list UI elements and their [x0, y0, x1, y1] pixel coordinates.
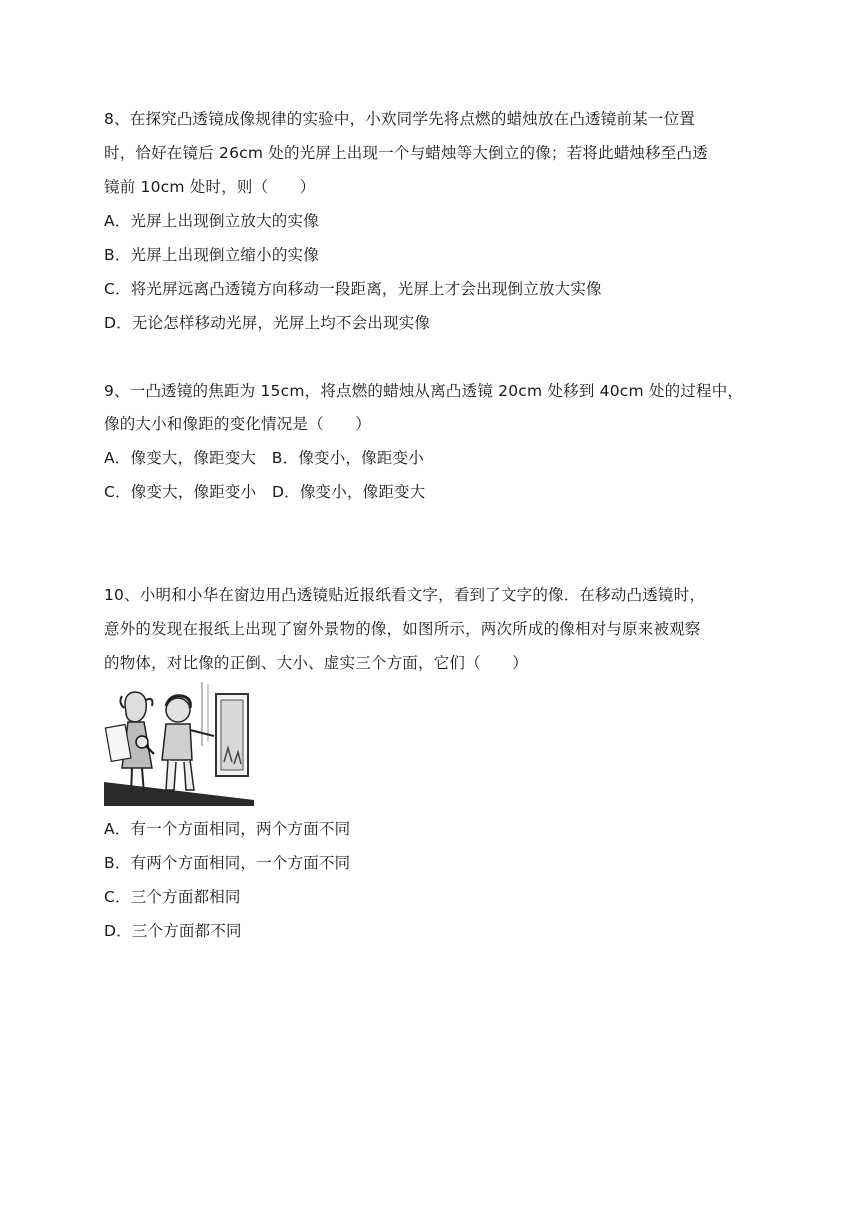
- question-8-stem-line-2: 时，恰好在镜后 26cm 处的光屏上出现一个与蜡烛等大倒立的像；若将此蜡烛移至凸透: [104, 144, 708, 162]
- question-8-option-a: A．光屏上出现倒立放大的实像: [104, 212, 319, 230]
- boy-legs: [166, 760, 194, 790]
- question-8-option-b: B．光屏上出现倒立缩小的实像: [104, 246, 319, 264]
- question-8-stem-line-1: 8、在探究凸透镜成像规律的实验中，小欢同学先将点燃的蜡烛放在凸透镜前某一位置: [104, 110, 695, 128]
- question-10-option-d: D．三个方面都不同: [104, 922, 242, 940]
- question-10-option-a: A．有一个方面相同，两个方面不同: [104, 820, 351, 838]
- boy-shirt: [162, 724, 192, 760]
- question-9-stem-line-1: 9、一凸透镜的焦距为 15cm，将点燃的蜡烛从离凸透镜 20cm 处移到 40cm 处的过程中，: [104, 382, 744, 400]
- question-9-options-row-2: C．像变大，像距变小 D．像变小，像距变大: [104, 483, 426, 501]
- children-window-lens-illustration: [104, 682, 254, 806]
- question-10-stem-line-3: 的物体，对比像的正倒、大小、虚实三个方面，它们（ ）: [104, 654, 528, 672]
- question-8-option-c: C．将光屏远离凸透镜方向移动一段距离，光屏上才会出现倒立放大实像: [104, 280, 602, 298]
- question-10-stem-line-2: 意外的发现在报纸上出现了窗外景物的像，如图所示，两次所成的像相对与原来被观察: [104, 620, 701, 638]
- question-8-option-d: D．无论怎样移动光屏，光屏上均不会出现实像: [104, 314, 431, 332]
- question-10-stem-line-1: 10、小明和小华在窗边用凸透镜贴近报纸看文字，看到了文字的像．在移动凸透镜时，: [104, 586, 706, 604]
- girl-head: [125, 692, 146, 722]
- girl-leg-left: [131, 768, 132, 794]
- question-10-option-c: C．三个方面都相同: [104, 888, 241, 906]
- question-9-stem-line-2: 像的大小和像距的变化情况是（ ）: [104, 415, 371, 433]
- question-10-option-b: B．有两个方面相同，一个方面不同: [104, 854, 351, 872]
- question-8-stem-line-3: 镜前 10cm 处时，则（ ）: [104, 178, 316, 196]
- question-9-options-row-1: A．像变大，像距变大 B．像变小，像距变小: [104, 449, 424, 467]
- floor-shadow: [104, 782, 254, 806]
